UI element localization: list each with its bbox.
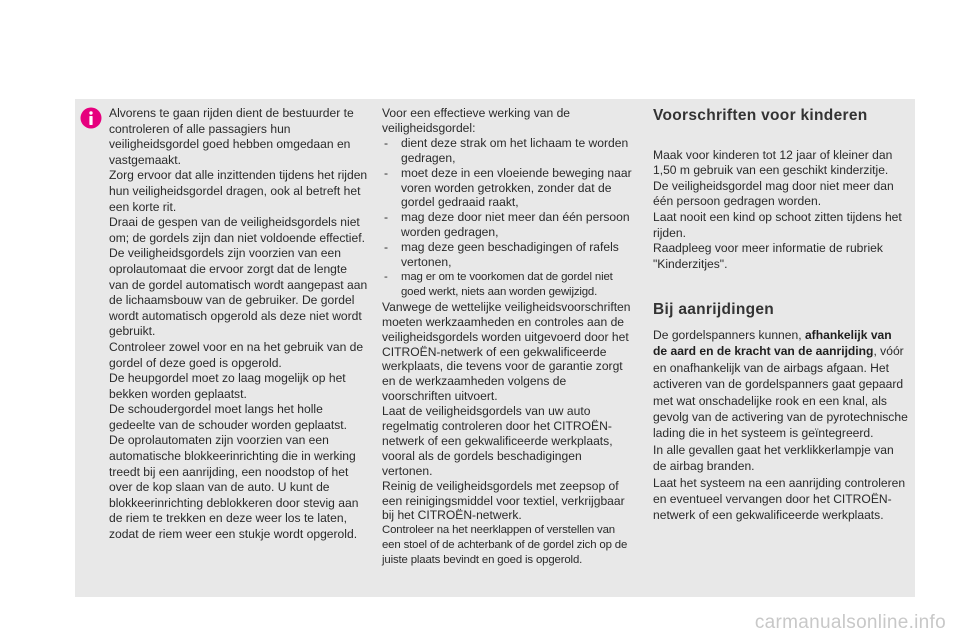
list-item: - mag deze geen beschadigingen of rafels vertonen, [382,240,634,270]
paragraph: De schoudergordel moet langs het holle gedeelte van de schouder worden geplaatst. [109,402,348,432]
paragraph: Draai de gespen van de veiligheidsgordels niet om; de gordels zijn dan niet voldoende effectief. [109,215,365,245]
paragraph: Laat het systeem na een aanrijding controleren en eventueel vervangen door het CITROËN-netwerk of een gekwalificeerde werkplaats. [653,475,906,523]
paragraph: Vanwege de wettelijke veiligheidsvoorschriften moeten werkzaamheden en controles aan de veiligheidsgordels worden uitgevoerd door het CITROËN-netwerk of een gekwalificeerde werkplaats, die tevens voor de garantie zorgt en de werkzaamheden volgens de voorschriften uitvoert. [382,299,631,404]
paragraph: Maak voor kinderen tot 12 jaar of kleiner dan 1,50 m gebruik van een geschikt kinderzitje. [653,147,893,178]
paragraph [653,327,908,442]
column-right [653,106,908,524]
paragraph: Laat nooit een kind op schoot zitten tijdens het rijden. [653,209,902,240]
paragraph: Controleer zowel voor en na het gebruik van de gordel of deze goed is opgerold. [109,339,364,370]
list-item: - moet deze in een vloeiende beweging naar voren worden getrokken, zonder dat de gordel gedraaid raakt, [382,166,634,211]
paragraph: Alvorens te gaan rijden dient de bestuurder te controleren of alle passagiers hun veiligheidsgordel goed hebben omgedaan en vastgemaakt. [109,106,354,167]
paragraph: De veiligheidsgordel mag door niet meer dan één persoon gedragen worden. [653,178,894,209]
column-left [109,106,369,543]
paragraph: Controleer na het neerklappen of verstellen van een stoel of de achterbank of de gordel zich op de juiste plaats bevindt en goed is opgerold. [382,524,628,567]
bullet-list [382,136,634,300]
paragraph: De oprolautomaten zijn voorzien van een automatische blokkeerinrichting die in werking treedt bij een aanrijding, een noodstop of het over de kop slaan van de auto. U kunt de blokkeerinrichting deblokkeren door stevig aan de riem te trekken en deze weer los te laten, zodat de riem weer een stukje wordt opgerold. [109,433,359,542]
paragraph: In alle gevallen gaat het verklikkerlampje van de airbag branden. [653,442,894,474]
text-run: De gordelspanners kunnen, [653,327,805,342]
paragraph: De veiligheidsgordels zijn voorzien van een oprolautomaat die ervoor zorgt dat de lengte van de gordel automatisch wordt aangepast aan de lichaamsbouw van de gebruiker. De gordel wordt automatisch opgerold als deze niet wordt gebruikt. [109,246,368,339]
list-item: - mag er om te voorkomen dat de gordel niet goed werkt, niets aan worden gewijzigd. [382,270,634,300]
section-heading: Bij aanrijdingen [653,301,775,319]
paragraph: Zorg ervoor dat alle inzittenden tijdens het rijden hun veiligheidsgordel dragen, ook al betreft het een korte rit. [109,168,368,214]
paragraph: Raadpleeg voor meer informatie de rubriek "Kinderzitjes". [653,241,883,271]
section-heading: Voorschriften voor kinderen [653,107,868,124]
list-item: - mag deze door niet meer dan één persoon worden gedragen, [382,210,634,240]
watermark: carmanualsonline.info [754,612,946,633]
info-icon [80,107,102,129]
paragraph: Reinig de veiligheidsgordels met zeepsop of een reinigingsmiddel voor textiel, verkrijgbaar bij het CITROËN-netwerk. [382,478,625,523]
bold-text: afhankelijk van de aard en de kracht van de aanrijding [653,327,892,359]
paragraph: De heupgordel moet zo laag mogelijk op het bekken worden geplaatst. [109,371,346,401]
text-run: , vóór en onafhankelijk van de airbags afgaan. Het activeren van de gordelspanners gaat gepaard met wat onschadelijke rook en een knal, als gevolg van de activering van de pyrotechnische lading die in het systeem is geïntegreerd. [653,344,908,441]
paragraph: Laat de veiligheidsgordels van uw auto regelmatig controleren door het CITROËN-netwerk of een gekwalificeerde werkplaats, vooral als de gordels beschadigingen vertonen. [382,404,613,478]
column-middle [382,106,634,568]
list-item: - dient deze strak om het lichaam te worden gedragen, [382,136,634,166]
bullet-intro: Voor een effectieve werking van de veiligheidsgordel: [382,106,571,135]
